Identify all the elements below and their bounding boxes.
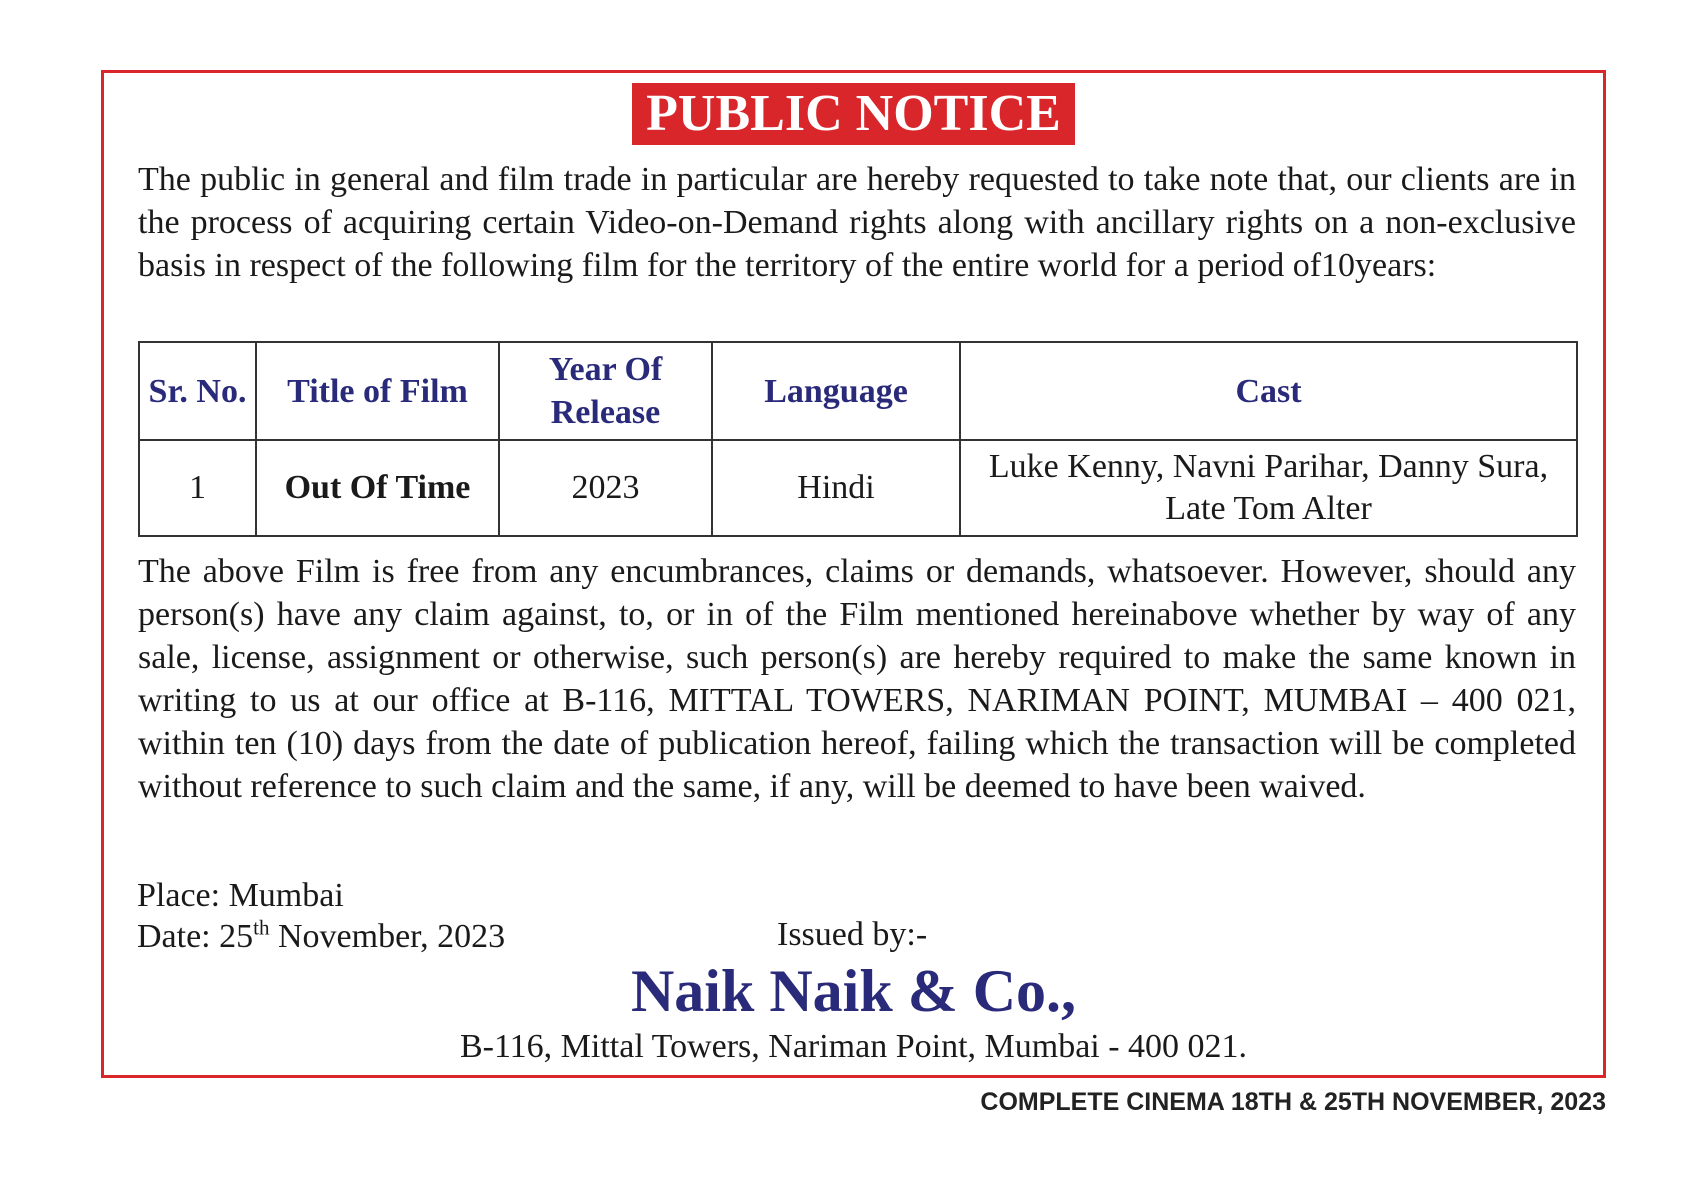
table-header-row [139, 342, 1577, 440]
firm-name: Naik Naik & Co., [630, 958, 1077, 1024]
cell-year: 2023 [499, 440, 712, 536]
film-table [138, 341, 1578, 537]
body-paragraph: The above Film is free from any encumbrances, claims or demands, whatsoever. However, should any person(s) have any claim against, to, or in of the Film mentioned hereinabove whether by way of any sale, license, assignment or otherwise, such person(s) are hereby required to make the same known in writing to us at our office at B-116, MITTAL TOWERS, NARIMAN POINT, MUMBAI – 400 021, within ten (10) days from the date of publication hereof, failing which the transaction will be completed without reference to such claim and the same, if any, will be deemed to have been waived. [138, 553, 1576, 805]
issued-by-label: Issued by:- [777, 916, 928, 953]
header-language: Language [712, 342, 960, 440]
cell-sr-no: 1 [139, 440, 256, 536]
firm-address: B-116, Mittal Towers, Nariman Point, Mumbai - 400 021. [459, 1028, 1248, 1065]
cell-cast: Luke Kenny, Navni Parihar, Danny Sura, Late Tom Alter [960, 440, 1577, 536]
public-notice-frame [101, 70, 1606, 1078]
place-line: Place: Mumbai [137, 877, 344, 914]
header-cast: Cast [960, 342, 1577, 440]
date-prefix: Date: 25 [137, 918, 254, 955]
cell-title: Out Of Time [256, 440, 499, 536]
notice-title-wrap [104, 83, 1603, 145]
publication-footer: COMPLETE CINEMA 18TH & 25TH NOVEMBER, 2023 [980, 1088, 1606, 1116]
header-title: Title of Film [256, 342, 499, 440]
cell-language: Hindi [712, 440, 960, 536]
notice-title: PUBLIC NOTICE [632, 83, 1075, 145]
table-row [139, 440, 1577, 536]
date-suffix: November, 2023 [269, 918, 506, 955]
intro-paragraph: The public in general and film trade in particular are hereby requested to take note that, our clients are in the process of acquiring certain Video-on-Demand rights along with ancillary rights on a non-exclusive basis in respect of the following film for the territory of the entire world for a period of10years: [138, 161, 1576, 284]
header-sr-no: Sr. No. [139, 342, 256, 440]
date-line [137, 916, 505, 958]
header-year: Year Of Release [499, 342, 712, 440]
date-superscript: th [253, 915, 270, 940]
